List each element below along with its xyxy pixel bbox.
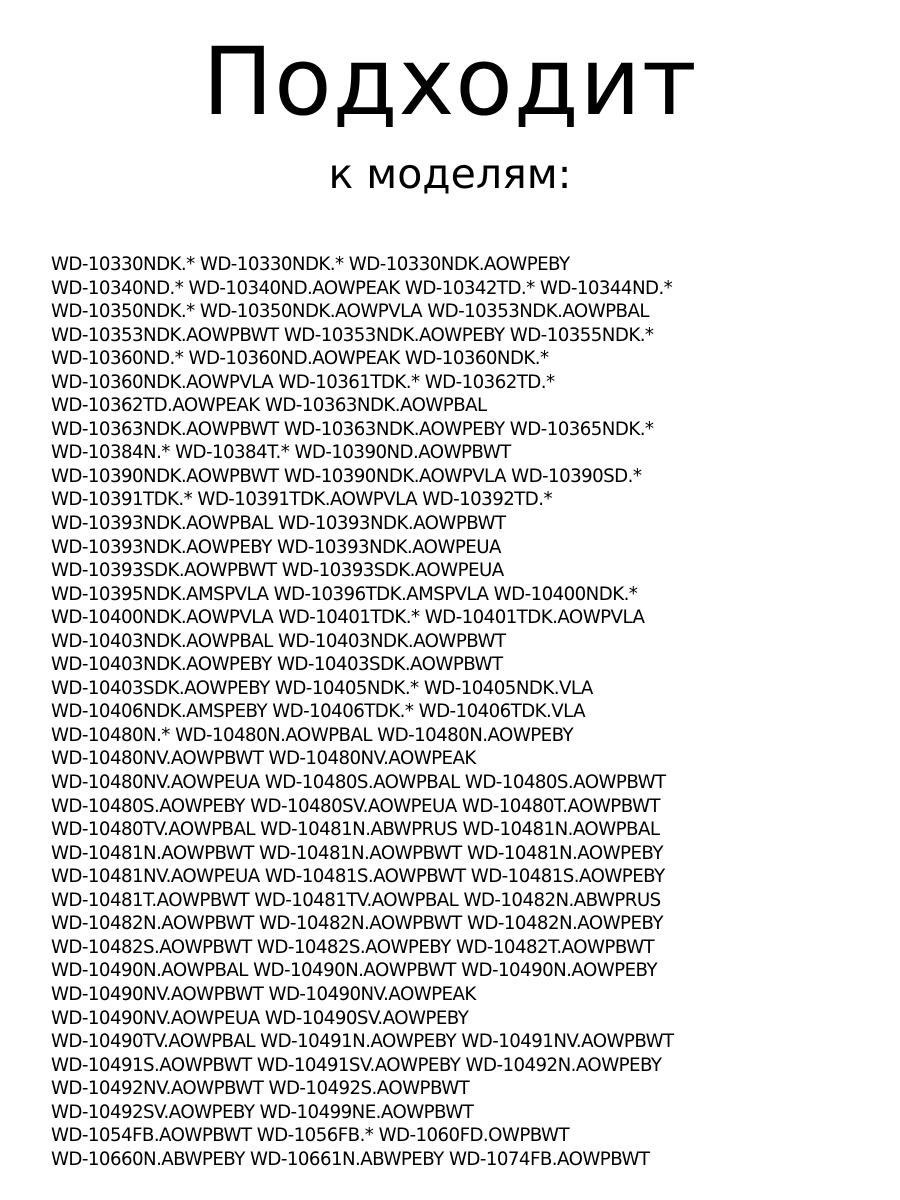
model-line: WD-10395NDK.AMSPVLA WD-10396TDK.AMSPVLA WD-10400NDK.* — [51, 583, 638, 605]
model-line: WD-10482N.AOWPBWT WD-10482N.AOWPBWT WD-10482N.AOWPEBY — [51, 913, 663, 935]
page-subtitle: к моделям: — [328, 150, 572, 198]
model-line: WD-10393SDK.AOWPBWT WD-10393SDK.AOWPEUA — [51, 560, 504, 582]
model-line: WD-10363NDK.AOWPBWT WD-10363NDK.AOWPEBY WD-10365NDK.* — [51, 418, 654, 440]
model-line: WD-10393NDK.AOWPBAL WD-10393NDK.AOWPBWT — [51, 513, 506, 535]
model-line: WD-10390NDK.AOWPBWT WD-10390NDK.AOWPVLA WD-10390SD.* — [51, 465, 642, 487]
model-line: WD-10350NDK.* WD-10350NDK.AOWPVLA WD-10353NDK.AOWPBAL — [51, 301, 649, 323]
model-line: WD-10406NDK.AMSPEBY WD-10406TDK.* WD-10406TDK.VLA — [51, 701, 586, 723]
model-line: WD-10353NDK.AOWPBWT WD-10353NDK.AOWPEBY WD-10355NDK.* — [51, 324, 654, 346]
model-line: WD-10391TDK.* WD-10391TDK.AOWPVLA WD-10392TD.* — [51, 489, 553, 511]
model-line: WD-10480TV.AOWPBAL WD-10481N.ABWPRUS WD-10481N.AOWPBAL — [51, 819, 660, 841]
model-line: WD-10360NDK.AOWPVLA WD-10361TDK.* WD-10362TD.* — [51, 371, 555, 393]
page-title: Подходит — [202, 28, 698, 137]
model-line: WD-10340ND.* WD-10340ND.AOWPEAK WD-10342TD.* WD-10344ND.* — [51, 277, 673, 299]
model-line: WD-10491S.AOWPBWT WD-10491SV.AOWPEBY WD-10492N.AOWPEBY — [51, 1054, 662, 1076]
model-line: WD-10403NDK.AOWPEBY WD-10403SDK.AOWPBWT — [51, 654, 503, 676]
model-line: WD-10480NV.AOWPBWT WD-10480NV.AOWPEAK — [51, 748, 476, 770]
model-line: WD-10490TV.AOWPBAL WD-10491N.AOWPEBY WD-10491NV.AOWPBWT — [51, 1031, 674, 1053]
model-line: WD-10480S.AOWPEBY WD-10480SV.AOWPEUA WD-10480T.AOWPBWT — [51, 795, 660, 817]
model-line: WD-10660N.ABWPEBY WD-10661N.ABWPEBY WD-1074FB.AOWPBWT — [51, 1148, 650, 1170]
model-line: WD-10393NDK.AOWPEBY WD-10393NDK.AOWPEUA — [51, 536, 501, 558]
model-line: WD-10360ND.* WD-10360ND.AOWPEAK WD-10360NDK.* — [51, 348, 549, 370]
model-line: WD-1054FB.AOWPBWT WD-1056FB.* WD-1060FD.OWPBWT — [51, 1125, 570, 1147]
model-line: WD-10330NDK.* WD-10330NDK.* WD-10330NDK.AOWPEBY — [51, 254, 570, 275]
model-line: WD-10400NDK.AOWPVLA WD-10401TDK.* WD-10401TDK.AOWPVLA — [51, 607, 645, 629]
model-line: WD-10480NV.AOWPEUA WD-10480S.AOWPBAL WD-10480S.AOWPBWT — [51, 772, 666, 794]
model-line: WD-10362TD.AOWPEAK WD-10363NDK.AOWPBAL — [51, 395, 487, 417]
model-line: WD-10482S.AOWPBWT WD-10482S.AOWPEBY WD-10482T.AOWPBWT — [51, 936, 655, 958]
model-line: WD-10403NDK.AOWPBAL WD-10403NDK.AOWPBWT — [51, 630, 506, 652]
model-line: WD-10384N.* WD-10384T.* WD-10390ND.AOWPBWT — [51, 442, 511, 464]
model-line: WD-10481T.AOWPBWT WD-10481TV.AOWPBAL WD-10482N.ABWPRUS — [51, 889, 661, 911]
model-line: WD-10492SV.AOWPEBY WD-10499NE.AOWPBWT — [51, 1101, 474, 1123]
model-line: WD-10480N.* WD-10480N.AOWPBAL WD-10480N.AOWPEBY — [51, 724, 574, 746]
model-line: WD-10481NV.AOWPEUA WD-10481S.AOWPBWT WD-10481S.AOWPEBY — [51, 866, 665, 888]
model-list — [51, 253, 896, 1171]
model-line: WD-10492NV.AOWPBWT WD-10492S.AOWPBWT — [51, 1078, 470, 1100]
model-line: WD-10490NV.AOWPBWT WD-10490NV.AOWPEAK — [51, 983, 476, 1005]
model-line: WD-10490N.AOWPBAL WD-10490N.AOWPBWT WD-10490N.AOWPEBY — [51, 960, 658, 982]
model-line: WD-10403SDK.AOWPEBY WD-10405NDK.* WD-10405NDK.VLA — [51, 677, 593, 699]
model-line: WD-10490NV.AOWPEUA WD-10490SV.AOWPEBY — [51, 1007, 469, 1029]
model-line: WD-10481N.AOWPBWT WD-10481N.AOWPBWT WD-10481N.AOWPEBY — [51, 842, 663, 864]
